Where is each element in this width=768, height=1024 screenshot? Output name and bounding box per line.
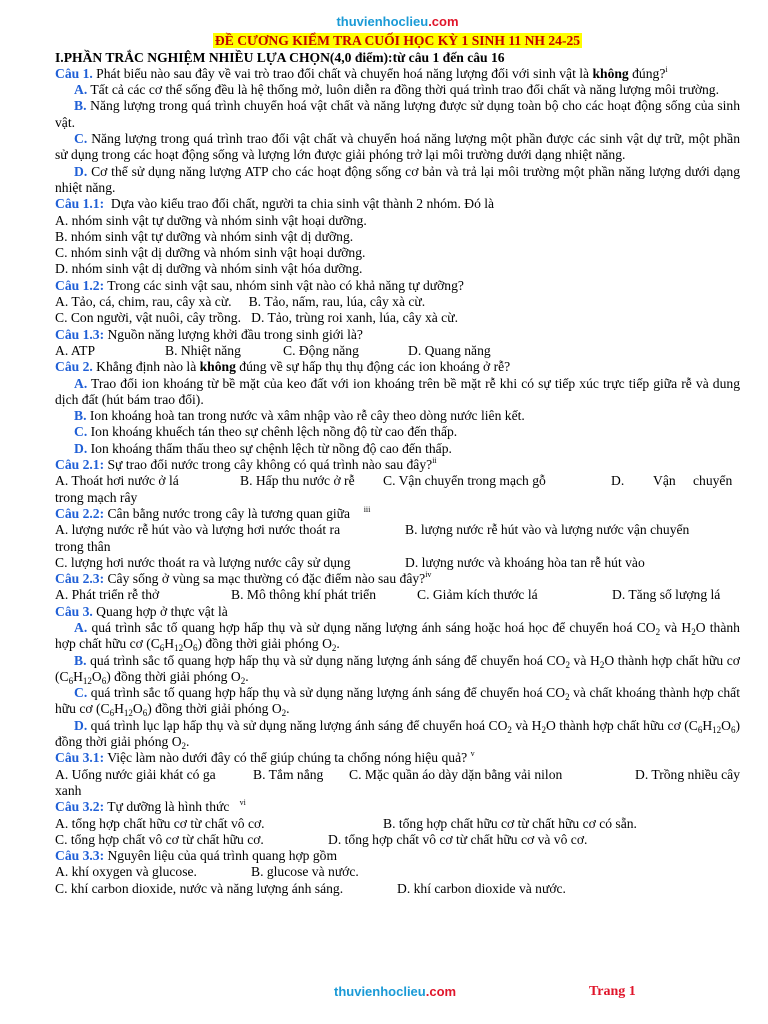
option xyxy=(55,376,740,409)
question-label: Câu 2.2: xyxy=(55,505,105,521)
option-row xyxy=(55,832,740,848)
subscript: 6 xyxy=(730,724,736,735)
option-text: H xyxy=(73,668,83,684)
option-text: Trao đổi ion khoáng từ bề mặt của keo đất với ion khoáng trên bề mặt rễ khi có sự tiếp xúc trực tiếp giữa rễ và dung dịch đất (hút bám trao đổi). xyxy=(55,375,740,407)
option xyxy=(55,131,740,164)
subscript: 2 xyxy=(655,626,661,637)
subscript: 6 xyxy=(142,708,148,719)
option: A. Phát triển rễ thở xyxy=(55,587,160,603)
option-key: B. xyxy=(74,98,87,114)
question-label: Câu 1. xyxy=(55,65,93,81)
option: B. glucose và nước. xyxy=(251,864,359,880)
option-key: A. xyxy=(74,375,88,391)
option-key: D. xyxy=(74,440,88,456)
footnote-mark: i xyxy=(665,64,668,74)
option-text: H xyxy=(164,636,175,652)
option-text: O xyxy=(91,668,102,684)
option: C. Vận chuyển trong mạch gỗ xyxy=(383,473,546,489)
option-row xyxy=(55,864,740,880)
option-text: và chất khoáng thành hợp chất hữu cơ (C xyxy=(55,685,740,717)
option-line: C. Con người, vật nuôi, cây trồng. D. Tảo, trùng roi xanh, lúa, cây xà cừ. xyxy=(55,310,458,326)
question-3-2 xyxy=(55,799,740,815)
option-text: Ion khoáng khuếch tán theo sự chênh lệch nồng độ từ cao đến thấp. xyxy=(87,424,458,440)
subscript: 12 xyxy=(123,708,133,719)
subscript: 2 xyxy=(240,675,246,686)
option-row xyxy=(55,555,740,571)
title-text: ĐỀ CƯƠNG KIỂM TRA CUỐI HỌC KỲ 1 SINH 11 NH 24-25 xyxy=(214,33,581,49)
subscript: 2 xyxy=(599,659,605,670)
option-continued: trong thân xyxy=(55,538,111,554)
footnote-mark: iii xyxy=(363,504,371,514)
subscript: 2 xyxy=(281,708,287,719)
option-b xyxy=(55,653,740,686)
question-label: Câu 1.3: xyxy=(55,326,105,342)
option-d xyxy=(55,718,740,751)
option-text: . xyxy=(186,734,190,750)
option: A. tổng hợp chất hữu cơ từ chất vô cơ. xyxy=(55,815,265,831)
question-text: Phát biểu nào sau đây về vai trò trao đổi chất và chuyển hoá năng lượng đối với sinh vật là xyxy=(92,65,593,81)
option: B. lượng nước rễ hút vào và lượng nước vận chuyển xyxy=(405,522,690,538)
question-text: Cân bằng nước trong cây là tương quan giữa xyxy=(104,505,351,521)
option-key: A. xyxy=(74,619,88,635)
question-1 xyxy=(55,66,740,82)
question-text: Cây sống ở vùng sa mạc thường có đặc điểm nào sau đây? xyxy=(104,571,426,587)
question-label: Câu 1.1: xyxy=(55,196,105,212)
document-title xyxy=(55,33,740,49)
option: D. tổng hợp chất vô cơ từ chất hữu cơ và vô cơ. xyxy=(328,831,588,847)
option: D. Tăng số lượng lá xyxy=(612,587,721,603)
option: A. khí oxygen và glucose. xyxy=(55,864,197,880)
option-row xyxy=(55,473,740,489)
subscript: 6 xyxy=(697,724,703,735)
question-label: Câu 3. xyxy=(55,603,93,619)
document-page xyxy=(55,14,740,897)
option: A. lượng nước rễ hút vào và lượng hơi nước thoát ra xyxy=(55,522,341,538)
question-2-1 xyxy=(55,457,740,473)
option-text: O thành hợp chất hữu cơ (C xyxy=(55,652,740,684)
question-text: Nguồn năng lượng khởi đầu trong sinh giới là? xyxy=(104,326,363,342)
footnote-mark: vi xyxy=(239,798,246,808)
subscript: 2 xyxy=(565,659,570,670)
footnote-mark: v xyxy=(470,749,475,759)
option-key: C. xyxy=(74,131,88,147)
option-text: O xyxy=(721,717,731,733)
option-text: . xyxy=(245,668,249,684)
option-line: A. Tảo, cá, chim, rau, cây xà cừ. B. Tảo, nấm, rau, lúa, cây xà cừ. xyxy=(55,294,426,310)
option: C. Giảm kích thước lá xyxy=(417,587,538,603)
option-text: Tất cả các cơ thể sống đều là hệ thống mở, luôn diễn ra đồng thời quá trình trao đổi chất và năng lượng môi trường. xyxy=(87,82,720,98)
section-heading: I.PHẦN TRẮC NGHIỆM NHIỀU LỰA CHỌN(4,0 điểm):từ câu 1 đến câu 16 xyxy=(55,49,505,65)
question-3 xyxy=(55,604,740,620)
question-text: Tự dưỡng là hình thức xyxy=(104,799,230,815)
option: D. lượng nước và khoáng hòa tan rễ hút vào xyxy=(405,554,645,570)
subscript: 2 xyxy=(331,643,337,654)
question-label: Câu 3.2: xyxy=(55,799,105,815)
option-c xyxy=(55,685,740,718)
option-key: D. xyxy=(74,717,88,733)
option: C. lượng hơi nước thoát ra và lượng nước cây sử dụng xyxy=(55,554,351,570)
option: D. khí carbon dioxide và nước. xyxy=(397,880,566,896)
option-text: và H xyxy=(569,652,600,668)
option-row xyxy=(55,767,740,783)
site-domain: .com xyxy=(425,984,457,999)
option: A. nhóm sinh vật tự dưỡng và nhóm sinh vật hoại dưỡng. xyxy=(55,212,367,228)
option-text: O thành hợp chất hữu cơ (C xyxy=(545,717,698,733)
option: D. Trồng nhiều cây xyxy=(635,766,740,782)
option-key: D. xyxy=(74,163,88,179)
question-1-2 xyxy=(55,278,740,294)
option-text: O xyxy=(183,636,193,652)
option-row xyxy=(55,816,740,832)
question-text: Trong các sinh vật sau, nhóm sinh vật nào có khả năng tự dưỡng? xyxy=(104,277,464,293)
option-text: . xyxy=(336,636,340,652)
question-text: Khẳng định nào là xyxy=(92,359,200,375)
option-row xyxy=(55,881,740,897)
option: C. nhóm sinh vật dị dưỡng và nhóm sinh vật hoại dưỡng. xyxy=(55,245,366,261)
option-text: H xyxy=(114,701,124,717)
option xyxy=(55,424,740,440)
option-key: B. xyxy=(74,652,87,668)
option-text: Ion khoáng thẩm thấu theo sự chệnh lệch từ nồng độ cao đến thấp. xyxy=(87,440,452,456)
option: C. tổng hợp chất vô cơ từ chất hữu cơ. xyxy=(55,831,264,847)
option: B. nhóm sinh vật tự dưỡng và nhóm sinh vật dị dưỡng. xyxy=(55,228,354,244)
option xyxy=(55,164,740,197)
footer-site[interactable] xyxy=(334,984,456,999)
option-row xyxy=(55,343,740,359)
option: A. Uống nước giải khát có ga xyxy=(55,766,216,782)
emphasis: không xyxy=(592,65,629,81)
question-label: Câu 2.3: xyxy=(55,571,105,587)
option-text: Cơ thể sử dụng năng lượng ATP cho các hoạt động sống cơ bản và trả lại môi trường một phần năng lượng dưới dạng nhiệt năng. xyxy=(55,163,740,195)
site-name: thuvienhoclieu xyxy=(336,14,429,29)
option: C. khí carbon dioxide, nước và năng lượng ánh sáng. xyxy=(55,880,344,896)
option-text: O xyxy=(132,701,143,717)
question-1-1 xyxy=(55,196,740,212)
option-text: quá trình lục lạp hấp thụ và sử dụng năng lượng ánh sáng để chuyển hoá CO xyxy=(87,717,508,733)
option-text: ) đồng thời giải phóng O xyxy=(147,701,282,717)
question-2 xyxy=(55,359,740,375)
question-text-end: đúng về sự hấp thụ thụ động các ion khoáng ở rễ? xyxy=(235,359,511,375)
option: B. tổng hợp chất hữu cơ từ chất hữu cơ có sẵn. xyxy=(383,815,637,831)
option xyxy=(55,441,740,457)
option-continued: xanh xyxy=(55,782,82,798)
subscript: 6 xyxy=(68,675,74,686)
option: B. Nhiệt năng xyxy=(165,342,241,358)
question-2-2 xyxy=(55,506,740,522)
option: D. nhóm sinh vật dị dưỡng và nhóm sinh vật hóa dưỡng. xyxy=(55,261,363,277)
option: C. Động năng xyxy=(283,342,359,358)
emphasis: không xyxy=(199,359,236,375)
question-2-3 xyxy=(55,571,740,587)
question-label: Câu 3.3: xyxy=(55,848,105,864)
option: B. Hấp thu nước ở rễ xyxy=(240,473,355,489)
subscript: 6 xyxy=(101,675,107,686)
option-text: và H xyxy=(511,717,542,733)
option-word: Vận xyxy=(653,473,676,489)
option: C. Mặc quần áo dày dặn bằng vải nilon xyxy=(349,766,563,782)
option-text: ) đồng thời giải phóng O xyxy=(197,636,332,652)
question-3-1 xyxy=(55,750,740,766)
site-header[interactable] xyxy=(55,14,740,30)
subscript: 12 xyxy=(712,724,722,735)
option-key: C. xyxy=(74,685,88,701)
option-text: và H xyxy=(660,619,692,635)
footnote-mark: ii xyxy=(432,456,437,466)
subscript: 2 xyxy=(565,692,570,703)
subscript: 6 xyxy=(109,708,115,719)
subscript: 12 xyxy=(82,675,92,686)
option-continued: trong mạch rây xyxy=(55,489,138,505)
question-1-3 xyxy=(55,327,740,343)
question-text: Việc làm nào dưới đây có thể giúp chúng ta chống nóng hiệu quả? xyxy=(104,750,468,766)
option-text: H xyxy=(702,717,713,733)
subscript: 6 xyxy=(159,643,165,654)
option: A. Thoát hơi nước ở lá xyxy=(55,473,179,489)
subscript: 2 xyxy=(691,626,696,637)
question-text-end: đúng? xyxy=(628,65,666,81)
option-text: Ion khoáng hoà tan trong nước và xâm nhập vào rễ cây theo dòng nước liên kết. xyxy=(86,408,525,424)
option-text: ) đồng thời giải phóng O xyxy=(55,717,740,750)
option-text: ) đồng thời giải phóng O xyxy=(106,668,241,684)
option: B. Mô thông khí phát triển xyxy=(231,587,376,603)
option-text: Năng lượng trong quá trình chuyển hoá vật chất và năng lượng được sử dụng toàn bộ cho các hoạt động sống của sinh vật. xyxy=(55,98,740,130)
question-label: Câu 2. xyxy=(55,359,93,375)
site-name: thuvienhoclieu xyxy=(334,984,426,999)
question-text: Quang hợp ở thực vật là xyxy=(92,603,228,619)
option-text: . xyxy=(286,701,290,717)
option xyxy=(55,98,740,131)
option-text: quá trình sắc tố quang hợp hấp thụ và sử dụng năng lượng ánh sáng để chuyển hoá CO xyxy=(87,685,566,701)
option-text: Năng lượng trong quá trình trao đổi vật chất và chuyển hoá năng lượng một phần được các sinh vật dự trữ, một phần sử dụng trong các hoạt động sống và lượng lớn được giải phóng trở lại môi trường dưới dạng nhiệt năng. xyxy=(55,131,740,163)
option-row xyxy=(55,587,740,603)
option-key: C. xyxy=(74,424,88,440)
option-key: D. xyxy=(611,473,625,489)
subscript: 2 xyxy=(507,724,512,735)
question-label: Câu 2.1: xyxy=(55,457,105,473)
question-text: Sự trao đổi nước trong cây không có quá trình nào sau đây? xyxy=(104,457,433,473)
option: A. ATP xyxy=(55,342,96,358)
subscript: 12 xyxy=(174,643,184,654)
option xyxy=(55,82,740,98)
option-a xyxy=(55,620,740,653)
question-text: Nguyên liệu của quá trình quang hợp gồm xyxy=(104,848,338,864)
option-row xyxy=(55,522,740,538)
subscript: 2 xyxy=(541,724,546,735)
footnote-mark: iv xyxy=(425,570,432,580)
option-key: A. xyxy=(74,82,88,98)
option: D. Quang năng xyxy=(408,342,491,358)
question-label: Câu 3.1: xyxy=(55,750,105,766)
option-text: quá trình sắc tố quang hợp hấp thụ và sử dụng năng lượng ánh sáng để chuyển hoá CO xyxy=(86,652,566,668)
site-domain: .com xyxy=(428,14,459,29)
option xyxy=(55,408,740,424)
option-word: chuyển xyxy=(693,473,733,489)
option-text: O thành hợp chất hữu cơ (C xyxy=(55,619,740,652)
option-text: quá trình sắc tố quang hợp hấp thụ và sử dụng năng lượng ánh sáng hoặc hoá học để chuyển hoá CO xyxy=(87,619,656,635)
subscript: 6 xyxy=(192,643,198,654)
subscript: 2 xyxy=(181,741,187,752)
question-label: Câu 1.2: xyxy=(55,277,105,293)
option-key: B. xyxy=(74,408,87,424)
page-number: Trang 1 xyxy=(589,984,636,999)
question-text: Dựa vào kiểu trao đổi chất, người ta chia sinh vật thành 2 nhóm. Đó là xyxy=(104,196,495,212)
option: B. Tắm nắng xyxy=(253,766,324,782)
question-3-3 xyxy=(55,848,740,864)
